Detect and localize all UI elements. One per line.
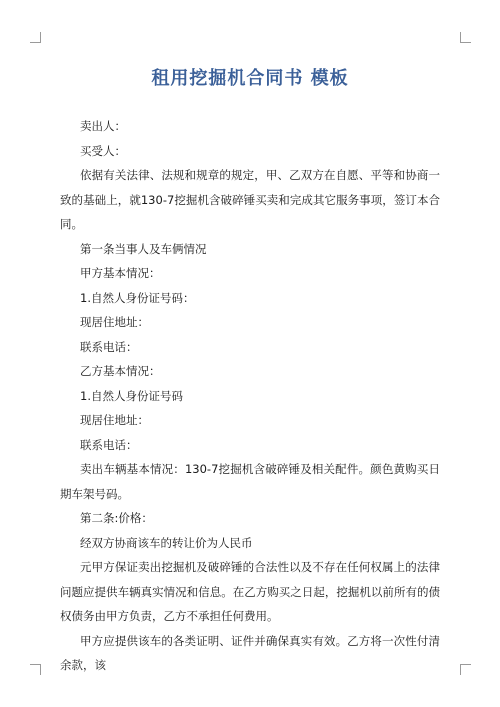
paragraph-preamble: 依据有关法律、法规和规章的规定，甲、乙双方在自愿、平等和协商一致的基础上，就130-7挖掘机含破碎锤买卖和完成其它服务事项，签订本合同。	[60, 168, 440, 231]
corner-mark-top-left	[30, 32, 41, 43]
paragraph-seller: 卖出人：	[80, 119, 126, 133]
paragraph-documents: 甲方应提供该车的各类证明、证件并确保真实有效。乙方将一次性付清余款，该	[60, 633, 440, 672]
corner-mark-top-right	[460, 32, 471, 43]
paragraph-party-b-phone: 联系电话：	[80, 437, 138, 452]
paragraph-party-a-info: 甲方基本情况：	[80, 266, 161, 280]
paragraph-party-a-phone: 联系电话：	[80, 339, 138, 354]
paragraph-party-b-address: 现居住地址：	[80, 413, 149, 427]
paragraph-party-b-id: 1.自然人身份证号码	[80, 388, 183, 403]
document-body	[60, 114, 440, 678]
corner-mark-bottom-right	[460, 664, 471, 675]
paragraph-party-a-id: 1.自然人身份证号码：	[80, 290, 195, 305]
paragraph-article-1-heading: 第一条当事人及车俩情况	[80, 241, 207, 256]
paragraph-party-b-info: 乙方基本情况：	[80, 364, 161, 378]
paragraph-price: 经双方协商该车的转让价为人民币	[80, 535, 253, 550]
paragraph-party-a-address: 现居住地址：	[80, 315, 149, 329]
paragraph-article-2-heading: 第二条:价格：	[80, 511, 153, 525]
paragraph-buyer: 买受人：	[80, 143, 126, 158]
corner-mark-bottom-left	[30, 664, 41, 675]
document-title: 租用挖掘机合同书 模板	[151, 68, 349, 89]
paragraph-vehicle-info: 卖出车辆基本情况：130-7挖掘机含破碎锤及相关配件。颜色黄购买日期车架号码。	[60, 462, 440, 501]
paragraph-guarantee: 元甲方保证卖出挖掘机及破碎锤的合法性以及不存在任何权属上的法律问题应提供车辆真实情况和信息。在乙方购买之日起，挖掘机以前所有的债权债务由甲方负责，乙方不承担任何费用。	[60, 560, 440, 623]
